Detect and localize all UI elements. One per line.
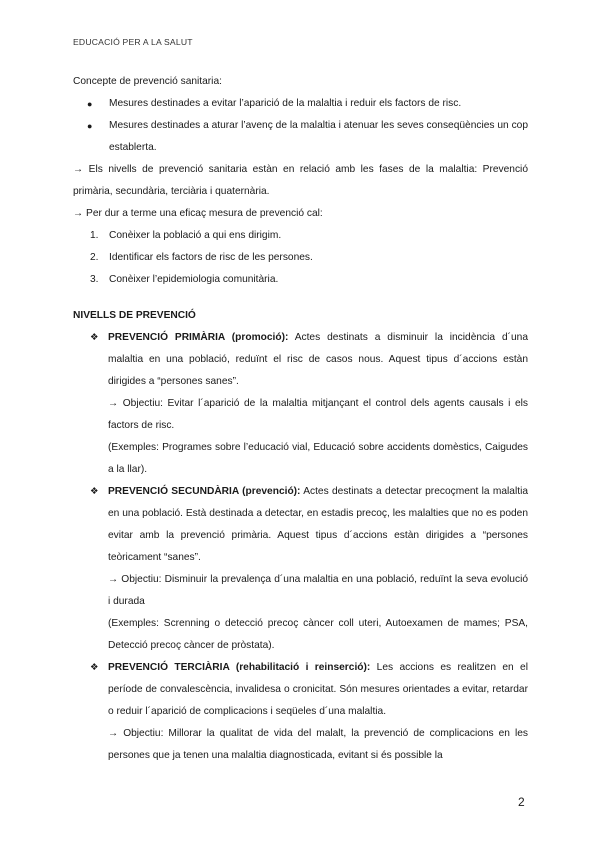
list-item bbox=[73, 115, 528, 159]
page-number: 2 bbox=[518, 795, 525, 809]
diamond-bullet-icon: ❖ bbox=[90, 662, 99, 673]
step-text: Identificar els factors de risc de les persones. bbox=[109, 252, 313, 263]
steps-list bbox=[73, 225, 528, 291]
running-header: EDUCACIÓ PER A LA SALUT bbox=[73, 37, 193, 47]
list-item bbox=[73, 93, 528, 115]
bullet-text: Mesures destinades a evitar l’aparició de la malaltia i reduir els factors de risc. bbox=[109, 98, 462, 109]
list-item bbox=[73, 247, 528, 269]
diamond-bullet-icon: ❖ bbox=[90, 486, 99, 497]
level-examples: (Exemples: Screnning o detecció precoç càncer coll uteri, Autoexamen de mames; PSA, Detecció precoç càncer de pròstata). bbox=[108, 618, 528, 651]
bullet-icon: ● bbox=[87, 121, 93, 131]
step-number: 3. bbox=[90, 274, 99, 285]
page-content bbox=[73, 71, 528, 767]
level-term: PREVENCIÓ TERCIÀRIA (rehabilitació i reinserció): bbox=[108, 662, 371, 673]
diamond-bullet-icon: ❖ bbox=[90, 332, 99, 343]
arrow-note-phases: → Els nivells de prevenció sanitaria estàn en relació amb les fases de la malaltia: Prevenció primària, secundària, terciària i quaternària. bbox=[73, 164, 528, 197]
step-text: Conèixer l’epidemiologia comunitària. bbox=[109, 274, 279, 285]
step-number: 1. bbox=[90, 230, 99, 241]
bullet-icon: ● bbox=[87, 99, 93, 109]
step-text: Conèixer la població a qui ens dirigim. bbox=[109, 230, 282, 241]
level-description bbox=[108, 481, 528, 569]
level-objective: → Objectiu: Evitar l´aparició de la malaltia mitjançant el control dels agents causals i els factors de risc. bbox=[108, 398, 528, 431]
prevention-level-primary bbox=[73, 327, 528, 481]
level-objective: → Objectiu: Millorar la qualitat de vida del malalt, la prevenció de complicacions en les persones que ja tenen una malaltia diagnosticada, evitant si és possible la bbox=[108, 728, 528, 761]
prevention-level-secondary bbox=[73, 481, 528, 657]
level-text: Actes destinats a detectar precoçment la malaltia en una població. Està destinada a detectar, en estadis precoç, les malalties que no es poden evitar amb la prevenció primària. Aquest tipus d´accions estàn dirigides a “persones teòricament “sanes”. bbox=[108, 486, 529, 563]
level-term: PREVENCIÓ SECUNDÀRIA (prevenció): bbox=[108, 486, 301, 497]
section-heading: NIVELLS DE PREVENCIÓ bbox=[73, 310, 196, 321]
concept-heading: Concepte de prevenció sanitaria: bbox=[73, 76, 222, 87]
level-description bbox=[108, 327, 528, 393]
level-text: Les accions es realitzen en el període de convalescència, invalidesa o cronicitat. Són mesures orientades a evitar, retardar o reduir l´aparició de complicacions i seqüeles d´una malaltia. bbox=[108, 662, 528, 717]
concept-bullet-list bbox=[73, 93, 528, 159]
level-text: Actes destinats a disminuir la incidència d´una malaltia en una població, reduïnt el risc de casos nous. Aquest tipus d´accions estàn dirigides a “persones sanes”. bbox=[108, 332, 528, 387]
bullet-text: Mesures destinades a aturar l’avenç de la malaltia i atenuar les seves conseqüències un cop establerta. bbox=[109, 120, 528, 153]
arrow-note-measures: → Per dur a terme una eficaç mesura de prevenció cal: bbox=[73, 208, 323, 219]
level-description bbox=[108, 657, 528, 723]
level-objective: → Objectiu: Disminuir la prevalença d´una malaltia en una població, reduïnt la seva evolució i durada bbox=[108, 574, 528, 607]
level-term: PREVENCIÓ PRIMÀRIA (promoció): bbox=[108, 332, 289, 343]
step-number: 2. bbox=[90, 252, 99, 263]
level-examples: (Exemples: Programes sobre l’educació vial, Educació sobre accidents domèstics, Caigudes a la llar). bbox=[108, 442, 528, 475]
list-item bbox=[73, 269, 528, 291]
prevention-level-tertiary bbox=[73, 657, 528, 767]
list-item bbox=[73, 225, 528, 247]
